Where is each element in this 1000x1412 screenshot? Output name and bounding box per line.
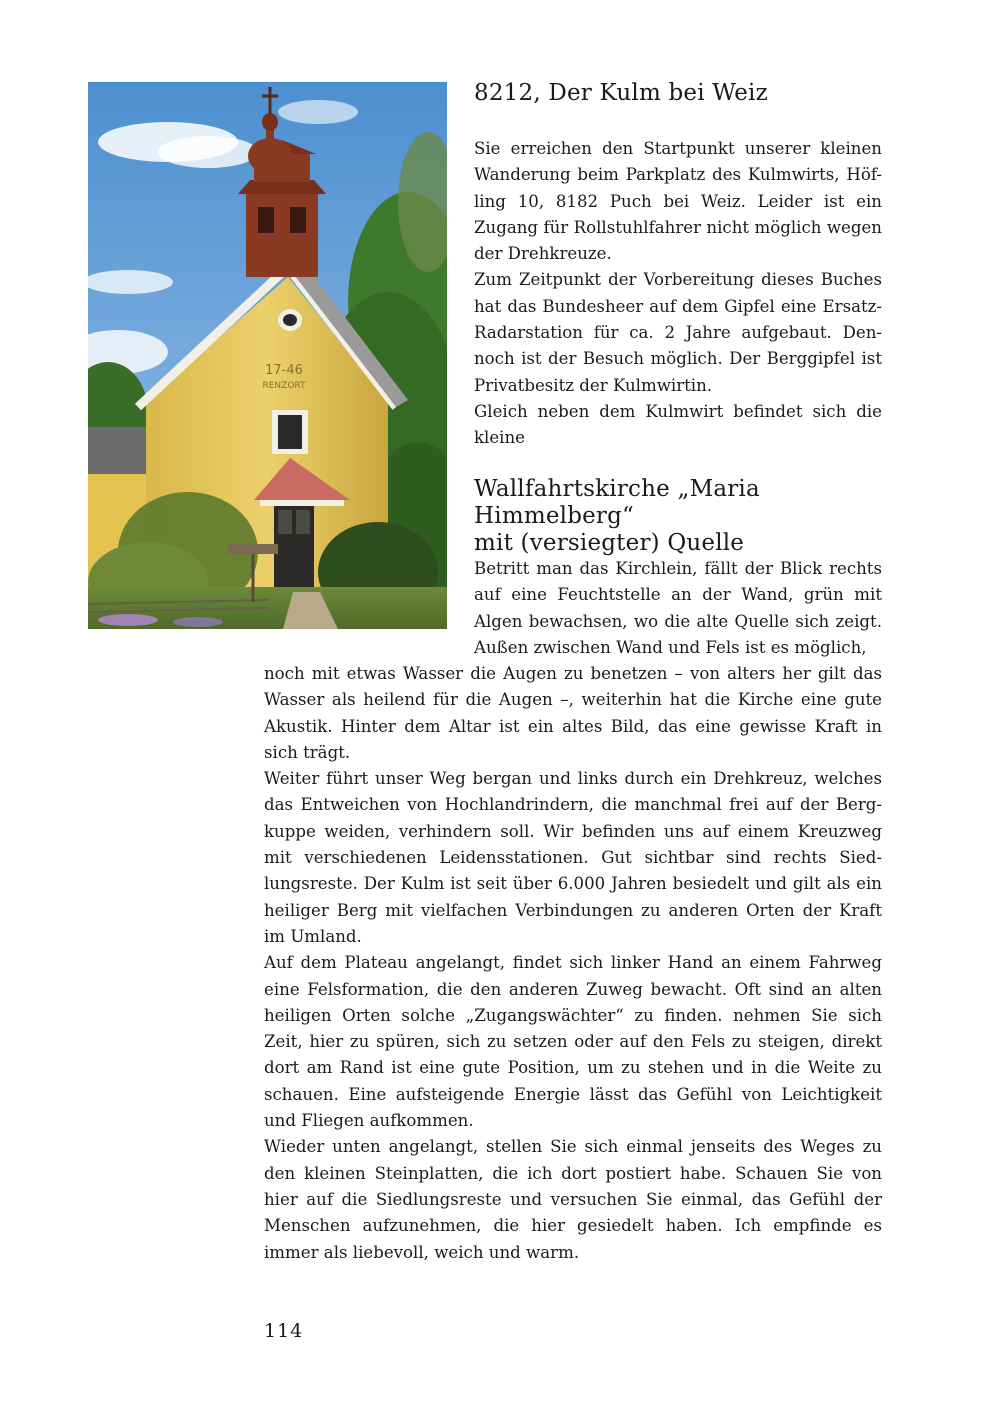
inscription-text: RENZORT <box>262 381 306 391</box>
body-paragraph-2: Weiter führt unser Weg bergan und links durch ein Drehkreuz, welches das Entweichen von Hochlandrindern, die manchmal frei auf der Berg-kuppe weiden, verhindern soll. Wir befinden uns auf einem Kreuzweg mit verschiedenen Leidensstationen. Gut sichtbar sind rechts Sied-lungsreste. Der Kulm ist seit über 6.000 Jahren besiedelt und gilt als ein heiliger Berg mit vielfachen Verbindungen zu anderen Orten der Kraft im Umland. <box>264 769 882 946</box>
intro-paragraph-2: Zum Zeitpunkt der Vorbereitung dieses Buches hat das Bundesheer auf dem Gipfel eine Ersatz-Radarstation für ca. 2 Jahre aufgebaut. Den-noch ist der Besuch möglich. Der Berggipfel ist Privatbesitz der Kulmwirtin. <box>474 270 882 395</box>
subheading-line-2: mit (versiegter) Quelle <box>474 530 745 556</box>
page-number: 114 <box>264 1320 304 1342</box>
body-paragraph-4: Wieder unten angelangt, stellen Sie sich einmal jenseits des Weges zu den kleinen Steinplatten, die ich dort postiert habe. Schauen Sie von hier auf die Siedlungsreste und versuchen Sie einmal, das Gefühl der Menschen aufzunehmen, die hier gesiedelt haben. Ich empfinde es immer als liebevoll, weich und warm. <box>264 1137 882 1262</box>
body-paragraph-3: Auf dem Plateau angelangt, findet sich linker Hand an einem Fahrweg eine Felsformation, die den anderen Zuweg bewacht. Oft sind an alten heiligen Orten solche „Zugangswächter“ zu finden. nehmen Sie sich Zeit, hier zu spüren, sich zu setzen oder auf den Fels zu steigen, direkt dort am Rand ist eine gute Position, um zu stehen und in die Weite zu schauen. Eine aufsteigende Energie lässt das Gefühl von Leichtigkeit und Fliegen aufkommen. <box>264 953 882 1131</box>
church-illustration <box>88 82 447 629</box>
intro-text <box>474 136 882 452</box>
inscription-year: 17-46 <box>265 363 303 378</box>
church-photo <box>88 82 447 629</box>
body-paragraph-1-start: Betritt man das Kirchlein, fällt der Blick rechts auf eine Feuchtstelle an der Wand, grün mit Algen bewachsen, wo die alte Quelle sich zeigt. Außen zwischen Wand und Fels ist es möglich, <box>474 559 882 657</box>
subheading-line-1: Wallfahrtskirche „Maria Himmelberg“ <box>474 476 760 529</box>
intro-paragraph-1: Sie erreichen den Startpunkt unserer kleinen Wanderung beim Parkplatz des Kulmwirts, Höf-ling 10, 8182 Puch bei Weiz. Leider ist ein Zugang für Rollstuhlfahrer nicht möglich wegen der Drehkreuze. <box>474 139 882 264</box>
intro-paragraph-3: Gleich neben dem Kulmwirt befindet sich die kleine <box>474 401 882 448</box>
body-paragraph-1-end: noch mit etwas Wasser die Augen zu benetzen – von alters her gilt das Wasser als heilend für die Augen –, weiterhin hat die Kirche eine gute Akustik. Hinter dem Altar ist ein altes Bild, das eine gewisse Kraft in sich trägt. <box>264 664 882 762</box>
body-text-narrow <box>474 556 882 661</box>
section-title: 8212, Der Kulm bei Weiz <box>474 80 768 106</box>
body-text-wide <box>264 661 882 1266</box>
subheading <box>474 476 882 557</box>
